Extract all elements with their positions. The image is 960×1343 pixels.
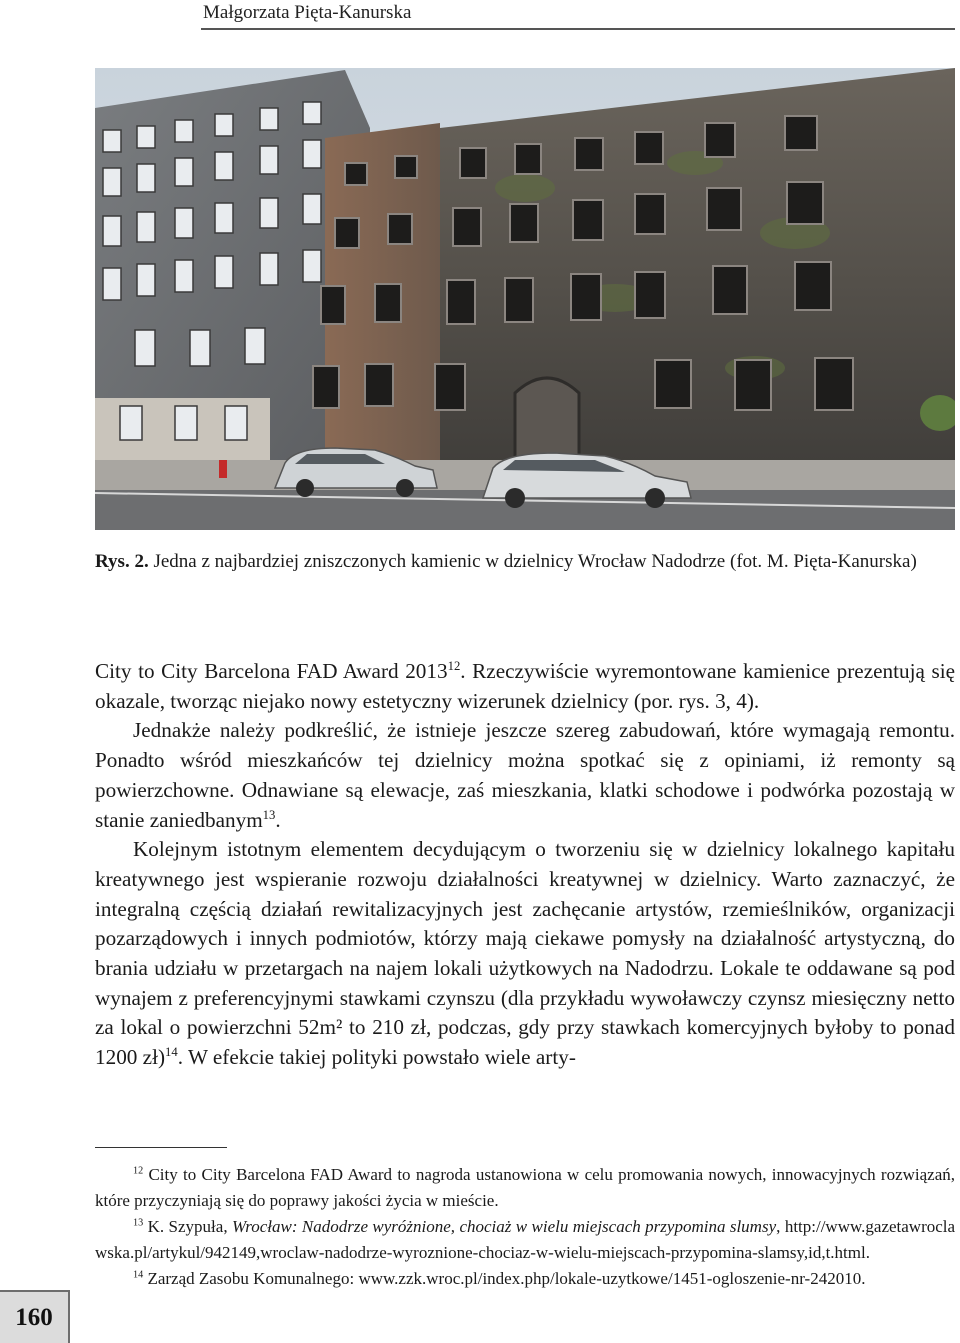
caption-label: Rys. 2. (95, 551, 149, 572)
p1-text-a: City to City Barcelona FAD Award 2013 (95, 659, 448, 683)
figure-photo (95, 68, 955, 530)
paragraph-1 (95, 657, 955, 716)
arched-gate (515, 378, 579, 458)
footnote-number: 14 (133, 1269, 144, 1281)
footnote-ref-13: 13 (262, 807, 276, 822)
footnote-14 (95, 1266, 955, 1292)
figure-caption (95, 548, 955, 576)
footnote-text: Zarząd Zasobu Komunalnego: www.zzk.wroc.pl/index.php/lokale-uzytkowe/1451-ogloszenie-nr-242010. (147, 1269, 866, 1288)
p3-text-b: . W efekcie takiej polityki powstało wiele arty- (177, 1045, 576, 1070)
p3-text-a: Kolejnym istotnym elementem decydującym o tworzeniu się w dzielnicy lokalnego kapitału kreatywnego jest wspieranie rozwoju działalności kreatywnej w dzielnicy. Warto zaznaczyć, że integralną częścią działań rewitalizacyjnych jest zachęcanie artystów, rzemieślników, organizacji pozarządowych i innych podmiotów, którzy mają ciekawe pomysły na działalność artystyczną, do brania udziału w przetargach na najem lokali użytkowych na Nadodrzu. Lokale te oddawane są pod wynajem z preferencyjnymi stawkami czynszu (dla przykładu wywoławczy czynsz miesięczny netto za lokal o powierzchni 52m² to 210 zł, podczas, gdy przy stawkach komercyjnych byłoby to ponad 1200 zł) (95, 837, 955, 1070)
p2-text-b: . (275, 807, 281, 832)
paragraph-3 (95, 835, 955, 1073)
footnote-number: 13 (133, 1217, 144, 1229)
footnote-text: City to City Barcelona FAD Award to nagroda ustanowiona w celu promowania nowych, innowacyjnych rozwiązań, które przyczyniają się do poprawy jakości życia w mieście. (95, 1165, 956, 1210)
caption-text: Jedna z najbardziej zniszczonych kamienic w dzielnicy Wrocław Nadodrze (fot. M. Pięta-Kanurska) (153, 551, 917, 572)
header-rule (201, 28, 955, 30)
paragraph-2 (95, 716, 955, 835)
running-header-author: Małgorzata Pięta-Kanurska (203, 2, 412, 23)
footnote-rule (95, 1147, 227, 1148)
footnote-ref-12: 12 (447, 658, 461, 673)
body-text (95, 657, 955, 1073)
footnote-url[interactable]: http://www.gazetawroclawska.pl/artykul/942149,wroclaw-nadodrze-wyroznione-chociaz-w-wielu-miejscach-przypomina-slamsy,id,t.html. (95, 1217, 956, 1262)
p1-text-b: . Rzeczywiście wyremontowane kamienice prezentują się okazale, tworząc niejako nowy estetyczny wizerunek dzielnicy (por. rys. 3, 4). (95, 659, 955, 713)
building-illustration (95, 68, 955, 530)
footnote-ref-14: 14 (165, 1045, 178, 1060)
p2-text-a: Jednakże należy podkreślić, że istnieje jeszcze szereg zabudowań, które wymagają remontu. Ponadto wśród mieszkańców tej dzielnicy można spotkać się z opiniami, iż remonty są powierzchowne. Odnawiane są elewacje, zaś mieszkania, klatki schodowe i podwórka pozostają w stanie zaniedbanym (95, 718, 955, 832)
page-number: 160 (0, 1290, 70, 1343)
footnote-author: K. Szypuła, (147, 1217, 228, 1236)
hydrant (219, 460, 227, 478)
footnote-title: Wrocław: Nadodrze wyróżnione, chociaż w wielu miejscach przypomina slumsy (232, 1217, 777, 1236)
footnote-12 (95, 1162, 955, 1214)
footnotes (95, 1162, 955, 1292)
footnote-number: 12 (133, 1165, 144, 1177)
footnote-13 (95, 1214, 955, 1266)
footnote-separator: , (776, 1217, 781, 1236)
